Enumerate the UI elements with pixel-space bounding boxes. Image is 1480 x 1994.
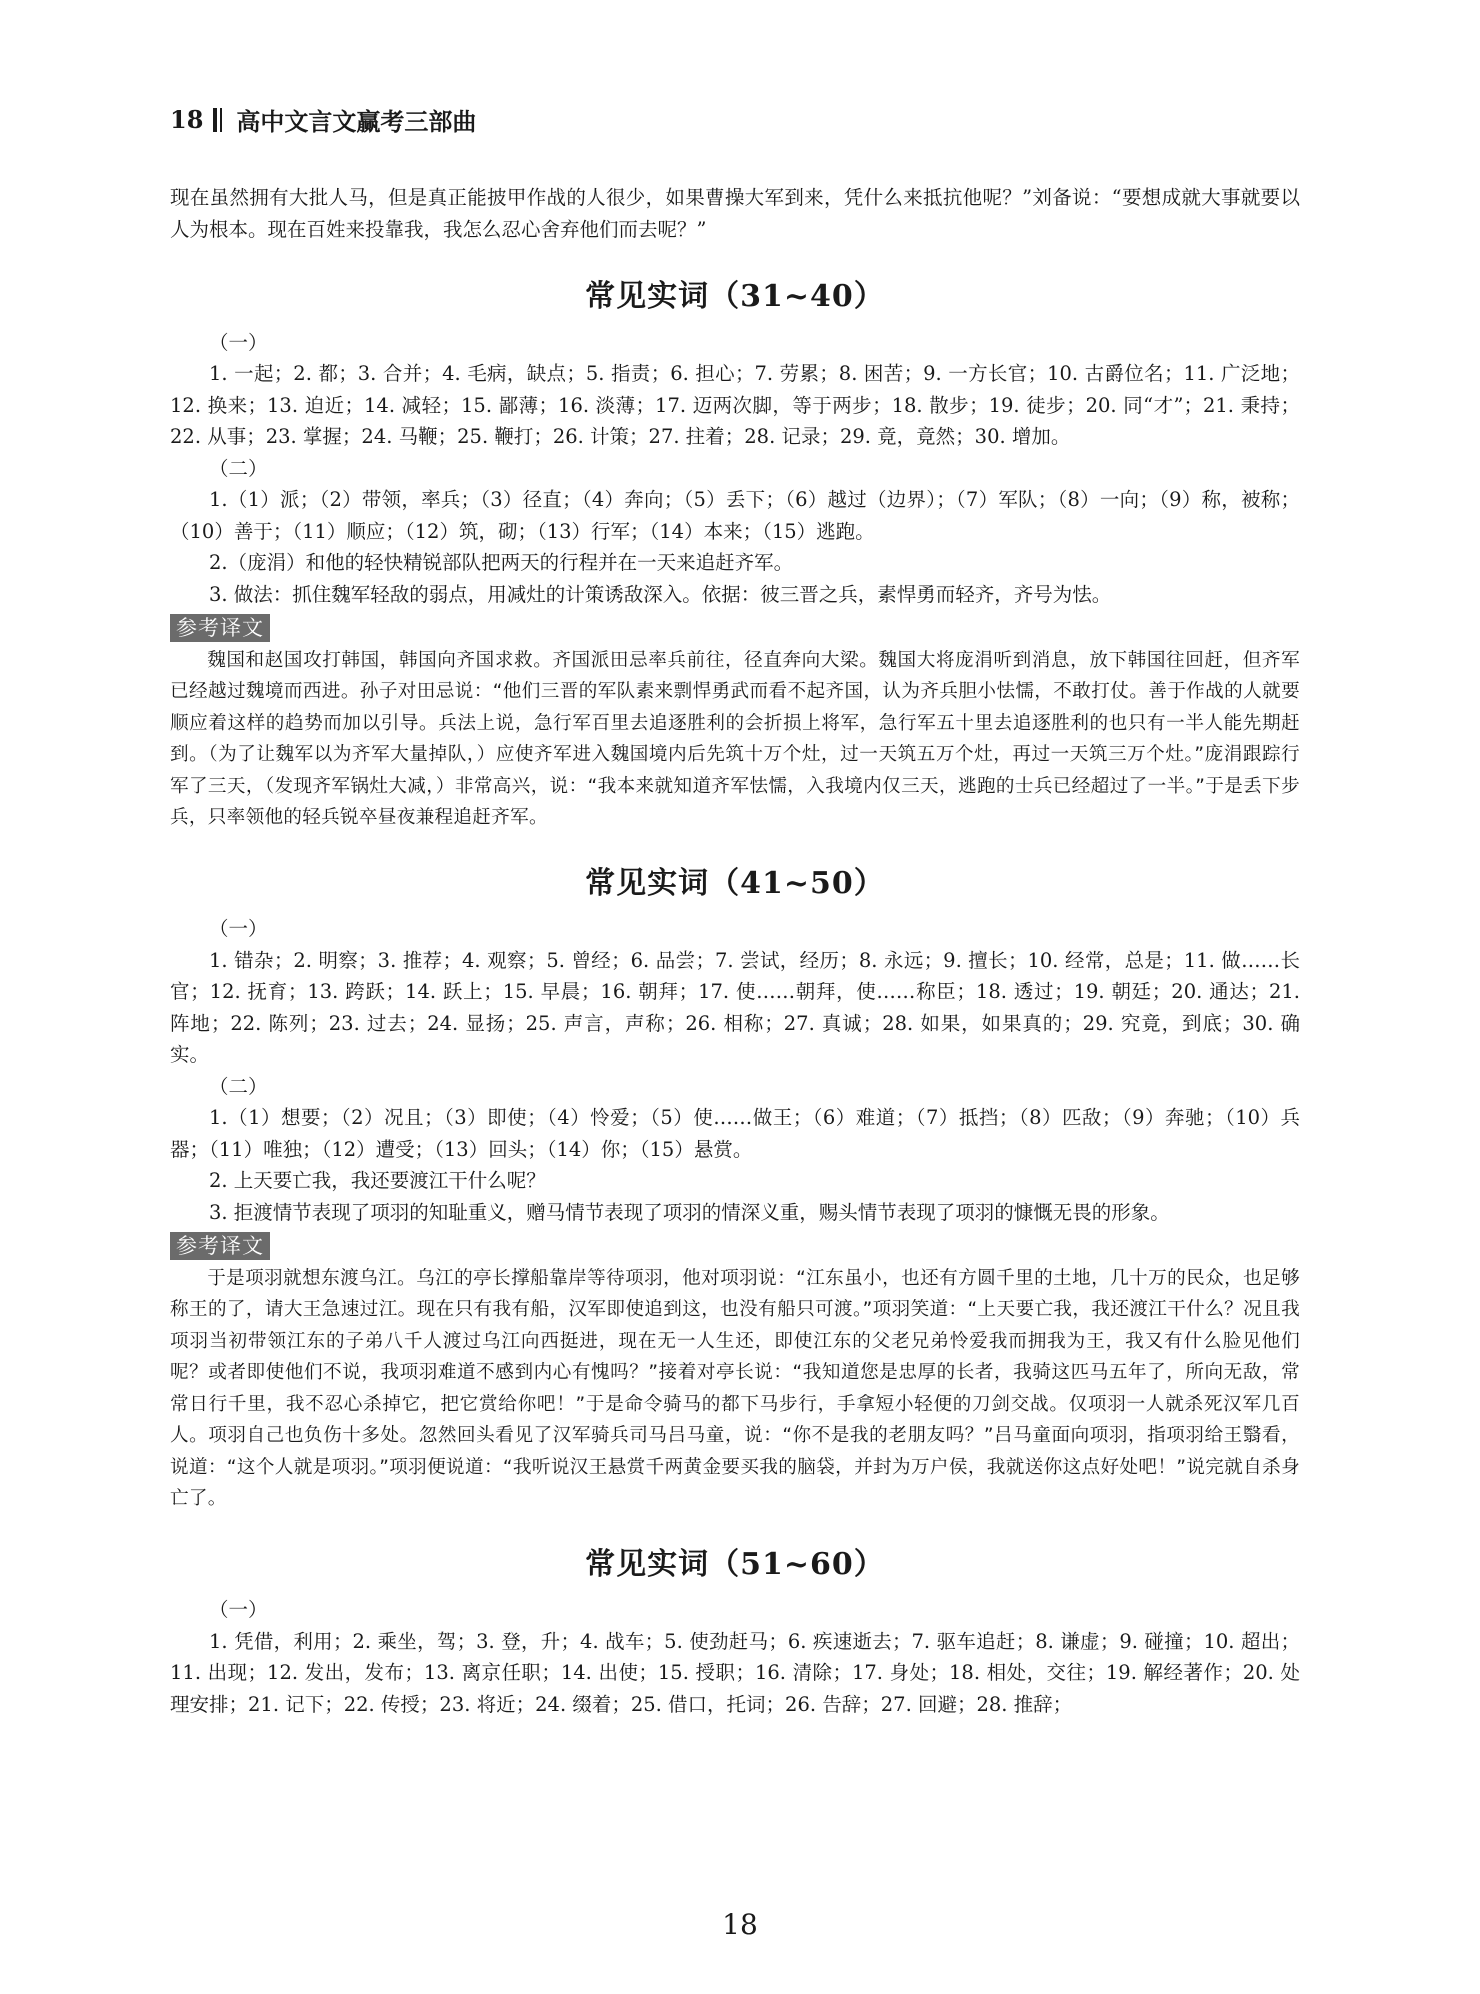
answer-item: 1.（1）想要；（2）况且；（3）即使；（4）怜爱；（5）使……做王；（6）难道；（7）抵挡；（8）匹敌；（9）奔驰；（10）兵器；（11）唯独；（12）遭受；（13）回头；（14）你；（15）悬赏。	[170, 1106, 1300, 1161]
answer-item: 2.（庞涓）和他的轻快精锐部队把两天的行程并在一天来追赶齐军。	[209, 551, 794, 574]
section-51-60	[170, 1546, 1300, 1721]
part-label: （一）	[209, 1598, 268, 1621]
book-title: 高中文言文赢考三部曲	[236, 107, 477, 136]
answer-list: 1. 凭借，利用；2. 乘坐，驾；3. 登，升；4. 战车；5. 使劲赶马；6. 疾速逝去；7. 驱车追赶；8. 谦虚；9. 碰撞；10. 超出；11. 出现；12. 发出，发布；13. 离京任职；14. 出使；15. 授职；16. 清除；17. 身处；18. 相处，交往；19. 解经著作；20. 处理安排；21. 记下；22. 传授；23. 将近；24. 缀着；25. 借口，托词；26. 告辞；27. 回避；28. 推辞；	[170, 1629, 1300, 1716]
part-label: （一）	[209, 917, 268, 940]
answer-list: 1. 错杂；2. 明察；3. 推荐；4. 观察；5. 曾经；6. 品尝；7. 尝试，经历；8. 永远；9. 擅长；10. 经常，总是；11. 做……长官；12. 抚育；13. 跨跃；14. 跃上；15. 早晨；16. 朝拜；17. 使……朝拜，使……称臣；18. 透过；19. 朝廷；20. 通达；21. 阵地；22. 陈列；23. 过去；24. 显扬；25. 声言，声称；26. 相称；27. 真诚；28. 如果，如果真的；29. 究竟，到底；30. 确实。	[170, 948, 1300, 1066]
intro-paragraph: 现在虽然拥有大批人马，但是真正能披甲作战的人很少，如果曹操大军到来，凭什么来抵抗他呢？”刘备说：“要想成就大事就要以人为根本。现在百姓来投靠我，我怎么忍心舍弃他们而去呢？”	[170, 186, 1300, 241]
translation-paragraph: 于是项羽就想东渡乌江。乌江的亭长撑船靠岸等待项羽，他对项羽说：“江东虽小，也还有方圆千里的土地，几十万的民众，也足够称王的了，请大王急速过江。现在只有我有船，汉军即使追到这，也没有船只可渡。”项羽笑道：“上天要亡我，我还渡江干什么？况且我项羽当初带领江东的子弟八千人渡过乌江向西挺进，现在无一人生还，即使江东的父老兄弟怜爱我而拥我为王，我又有什么脸见他们呢？或者即使他们不说，我项羽难道不感到内心有愧吗？”接着对亭长说：“我知道您是忠厚的长者，我骑这匹马五年了，所向无敌，常常日行千里，我不忍心杀掉它，把它赏给你吧！”于是命令骑马的都下马步行，手拿短小轻便的刀剑交战。仅项羽一人就杀死汉军几百人。项羽自己也负伤十多处。忽然回头看见了汉军骑兵司马吕马童，说：“你不是我的老朋友吗？”吕马童面向项羽，指项羽给王翳看，说道：“这个人就是项羽。”项羽便说道：“我听说汉王悬赏千两黄金要买我的脑袋，并封为万户侯，我就送你这点好处吧！”说完就自杀身亡了。	[170, 1267, 1300, 1509]
answer-list: 1. 一起；2. 都；3. 合并；4. 毛病，缺点；5. 指责；6. 担心；7. 劳累；8. 困苦；9. 一方长官；10. 古爵位名；11. 广泛地；12. 换来；13. 迫近；14. 减轻；15. 鄙薄；16. 淡薄；17. 迈两次脚，等于两步；18. 散步；19. 徒步；20. 同“才”；21. 秉持；22. 从事；23. 掌握；24. 马鞭；25. 鞭打；26. 计策；27. 拄着；28. 记录；29. 竟，竟然；30. 增加。	[170, 362, 1300, 448]
header-divider-thin	[220, 108, 222, 132]
part-label: （一）	[209, 330, 268, 354]
answer-item: 2. 上天要亡我，我还要渡江干什么呢？	[209, 1169, 546, 1192]
section-31-40	[170, 281, 1300, 834]
section-title: 常见实词（41~50）	[585, 865, 885, 901]
section-41-50	[170, 865, 1300, 1515]
part-label: （二）	[209, 1074, 268, 1098]
answer-item: 3. 拒渡情节表现了项羽的知耻重义，赠马情节表现了项羽的情深义重，赐头情节表现了项羽的慷慨无畏的形象。	[209, 1200, 1170, 1224]
main-content	[170, 182, 1300, 1720]
section-title: 常见实词（51~60）	[585, 1546, 885, 1582]
page-number-footer: 18	[722, 1908, 758, 1941]
answer-item: 3. 做法：抓住魏军轻敌的弱点，用减灶的计策诱敌深入。依据：彼三晋之兵，素悍勇而轻齐，齐号为怯。	[209, 582, 1112, 606]
translation-paragraph: 魏国和赵国攻打韩国，韩国向齐国求救。齐国派田忌率兵前往，径直奔向大梁。魏国大将庞涓听到消息，放下韩国往回赶，但齐军已经越过魏境而西进。孙子对田忌说：“他们三晋的军队素来剽悍勇武而看不起齐国，认为齐兵胆小怯懦，不敢打仗。善于作战的人就要顺应着这样的趋势而加以引导。兵法上说，急行军百里去追逐胜利的会折损上将军，急行军五十里去追逐胜利的也只有一半人能先期赶到。（为了让魏军以为齐军大量掉队，）应使齐军进入魏国境内后先筑十万个灶，过一天筑五万个灶，再过一天筑三万个灶。”庞涓跟踪行军了三天，（发现齐军锅灶大减，）非常高兴，说：“我本来就知道齐军怯懦，入我境内仅三天，逃跑的士兵已经超过了一半。”于是丢下步兵，只率领他的轻兵锐卒昼夜兼程追赶齐军。	[170, 649, 1300, 828]
part-label: （二）	[209, 456, 268, 480]
header-divider	[213, 108, 217, 132]
section-title: 常见实词（31~40）	[585, 279, 885, 314]
header-page-number: 18	[170, 105, 204, 134]
reference-translation-tag: 参考译文	[170, 1232, 270, 1260]
running-header	[170, 102, 476, 137]
reference-translation-tag: 参考译文	[170, 614, 270, 642]
answer-item: 1.（1）派；（2）带领，率兵；（3）径直；（4）奔向；（5）丢下；（6）越过（边界）；（7）军队；（8）一向；（9）称，被称；（10）善于；（11）顺应；（12）筑，砌；（13）行军；（14）本来；（15）逃跑。	[170, 488, 1300, 543]
